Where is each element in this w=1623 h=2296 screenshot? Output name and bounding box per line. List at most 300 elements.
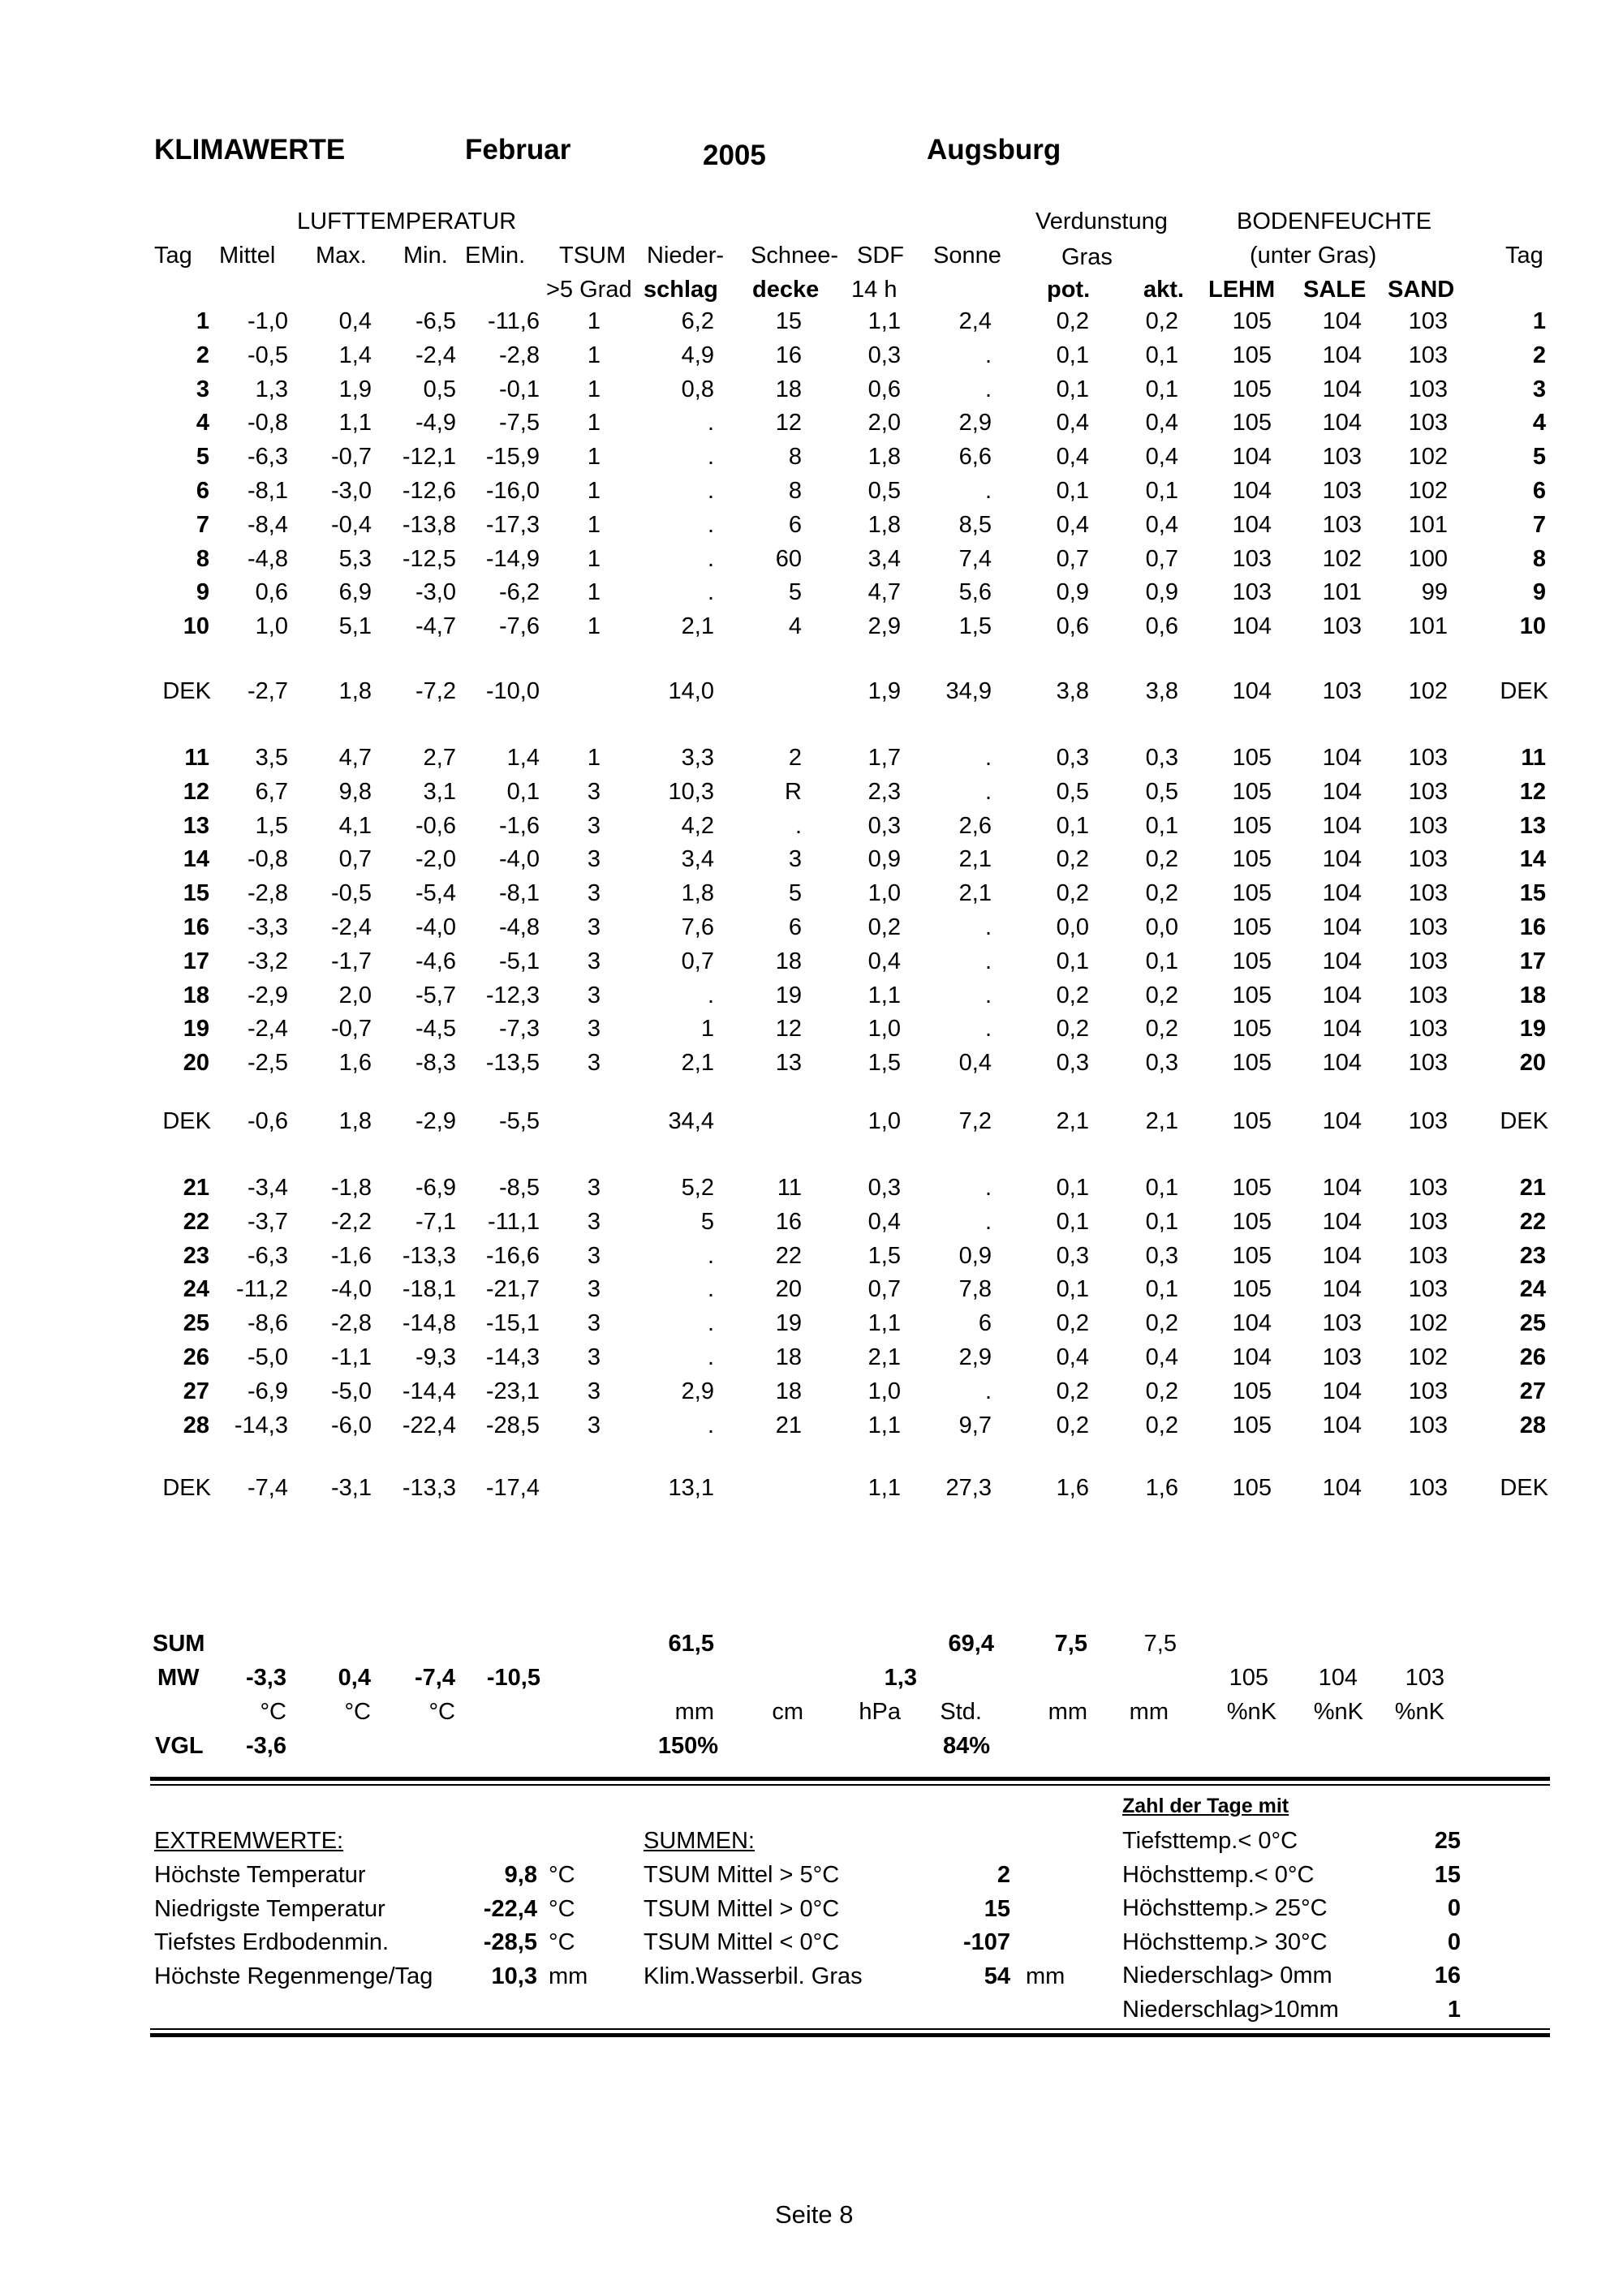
cell-schnee: 5 — [788, 579, 802, 606]
cell-schnee: 16 — [775, 342, 802, 368]
header-lufttemperatur: LUFTTEMPERATUR — [297, 209, 517, 234]
sum-nieder: 61,5 — [668, 1631, 714, 1657]
cell-tsum: 1 — [587, 376, 601, 402]
cell-sand: 103 — [1408, 1208, 1448, 1235]
unit-min: °C — [428, 1699, 455, 1725]
cell-nieder: 5,2 — [681, 1175, 714, 1201]
cell-pot: 0,1 — [1056, 478, 1089, 504]
cell-sonne: 0,9 — [958, 1242, 992, 1269]
extremwerte-heading: EXTREMWERTE: — [154, 1828, 344, 1854]
cell-sdf: 1,8 — [867, 444, 901, 471]
cell-tag-right: 19 — [1519, 1016, 1546, 1043]
cell-min: -18,1 — [402, 1276, 456, 1303]
header-sonne: Sonne — [933, 243, 1001, 269]
cell-tag: 20 — [183, 1050, 209, 1077]
cell-sale: 101 — [1322, 579, 1362, 606]
cell-sonne: . — [984, 1208, 992, 1235]
cell-sale: 104 — [1322, 1412, 1362, 1438]
extremwert-label: Niedrigste Temperatur — [154, 1895, 385, 1922]
cell-nieder: . — [707, 982, 714, 1008]
cell-pot: 1,6 — [1056, 1475, 1089, 1501]
cell-max: 1,4 — [338, 342, 372, 368]
table-row — [0, 1209, 1623, 1241]
cell-tag: 12 — [183, 778, 209, 805]
cell-tag-right: 23 — [1519, 1242, 1546, 1269]
cell-sale: 104 — [1322, 1378, 1362, 1404]
cell-sdf: 0,3 — [867, 1175, 901, 1201]
cell-min: -4,5 — [415, 1016, 456, 1043]
cell-emin: -15,1 — [485, 1310, 540, 1337]
cell-sand: 102 — [1408, 1310, 1448, 1337]
cell-lehm: 103 — [1232, 545, 1272, 572]
cell-lehm: 105 — [1232, 880, 1272, 907]
dekade-row — [0, 1108, 1623, 1141]
table-row — [0, 342, 1623, 375]
cell-pot: 0,4 — [1056, 511, 1089, 538]
unit-sale: %nK — [1313, 1699, 1363, 1725]
cell-max: -6,0 — [331, 1412, 372, 1438]
cell-akt: 0,1 — [1145, 478, 1178, 504]
cell-sonne: 7,2 — [958, 1108, 992, 1134]
cell-pot: 3,8 — [1056, 678, 1089, 704]
header-schnee: Schnee- — [751, 243, 839, 269]
cell-sonne: . — [984, 376, 992, 402]
header-tag-right: Tag — [1505, 243, 1543, 269]
summe-unit: mm — [1026, 1963, 1065, 1989]
cell-nieder: 3,3 — [681, 745, 714, 771]
cell-sonne: . — [984, 1378, 992, 1404]
cell-sdf: 0,4 — [867, 948, 901, 974]
cell-tag: 25 — [183, 1310, 209, 1337]
cell-max: -2,2 — [331, 1208, 372, 1235]
cell-lehm: 105 — [1232, 1412, 1272, 1438]
sum-sonne: 69,4 — [948, 1631, 994, 1657]
cell-nieder: 7,6 — [681, 914, 714, 940]
summe-value: 15 — [984, 1895, 1010, 1922]
cell-tag: DEK — [162, 1475, 211, 1501]
cell-sdf: 1,0 — [867, 1016, 901, 1043]
mw-max: 0,4 — [338, 1665, 371, 1691]
cell-sdf: 0,7 — [867, 1276, 901, 1303]
divider-bottom-thin — [150, 2028, 1550, 2030]
cell-sdf: 1,5 — [867, 1242, 901, 1269]
cell-tsum: 1 — [587, 308, 601, 334]
cell-mittel: -3,3 — [248, 914, 288, 940]
cell-schnee: 6 — [788, 914, 802, 940]
cell-akt: 0,3 — [1145, 745, 1178, 771]
cell-lehm: 105 — [1232, 745, 1272, 771]
cell-nieder: . — [707, 410, 714, 436]
cell-nieder: 1,8 — [681, 880, 714, 907]
cell-sonne: 0,4 — [958, 1050, 992, 1077]
tage-label: Niederschlag> 0mm — [1122, 1963, 1332, 1989]
cell-sonne: 2,1 — [958, 846, 992, 873]
cell-lehm: 105 — [1232, 376, 1272, 402]
cell-tsum: 1 — [587, 511, 601, 538]
cell-tag: 22 — [183, 1208, 209, 1235]
cell-sale: 103 — [1322, 478, 1362, 504]
cell-schnee: 12 — [775, 410, 802, 436]
cell-sand: 103 — [1408, 914, 1448, 940]
cell-sale: 104 — [1322, 914, 1362, 940]
cell-tag: 6 — [196, 478, 209, 504]
cell-max: -0,5 — [331, 880, 372, 907]
cell-emin: -16,6 — [485, 1242, 540, 1269]
cell-tag-right: 18 — [1519, 982, 1546, 1008]
cell-lehm: 105 — [1232, 982, 1272, 1008]
cell-schnee: 18 — [775, 376, 802, 402]
cell-schnee: 19 — [775, 982, 802, 1008]
cell-lehm: 104 — [1232, 511, 1272, 538]
cell-mittel: -1,0 — [248, 308, 288, 334]
table-row — [0, 1378, 1623, 1411]
cell-pot: 0,3 — [1056, 745, 1089, 771]
cell-tag-right: DEK — [1500, 1108, 1548, 1134]
table-row — [0, 846, 1623, 879]
cell-nieder: 2,1 — [681, 1050, 714, 1077]
cell-tag-right: 20 — [1519, 1050, 1546, 1077]
cell-pot: 0,2 — [1056, 982, 1089, 1008]
cell-tsum: 1 — [587, 579, 601, 606]
summe-label: TSUM Mittel < 0°C — [644, 1929, 840, 1955]
cell-emin: 1,4 — [506, 745, 540, 771]
cell-tsum: 3 — [587, 778, 601, 805]
cell-pot: 0,2 — [1056, 308, 1089, 334]
cell-emin: -4,8 — [499, 914, 540, 940]
vgl-nieder: 150% — [657, 1733, 718, 1759]
vgl-mittel: -3,6 — [246, 1733, 286, 1759]
cell-sale: 104 — [1322, 342, 1362, 368]
cell-sonne: 2,1 — [958, 880, 992, 907]
cell-sand: 103 — [1408, 880, 1448, 907]
cell-tsum: 1 — [587, 478, 601, 504]
cell-schnee: 19 — [775, 1310, 802, 1337]
cell-mittel: -3,2 — [248, 948, 288, 974]
cell-emin: -7,3 — [499, 1016, 540, 1043]
cell-mittel: -0,5 — [248, 342, 288, 368]
table-row — [0, 1276, 1623, 1309]
cell-sand: 100 — [1408, 545, 1448, 572]
cell-sonne: . — [984, 342, 992, 368]
cell-pot: 0,5 — [1056, 778, 1089, 805]
cell-max: 5,3 — [338, 545, 372, 572]
table-row — [0, 1412, 1623, 1445]
cell-pot: 0,2 — [1056, 880, 1089, 907]
cell-emin: -8,5 — [499, 1175, 540, 1201]
cell-sonne: 2,9 — [958, 410, 992, 436]
cell-sdf: 0,4 — [867, 1208, 901, 1235]
cell-pot: 0,4 — [1056, 1344, 1089, 1370]
cell-nieder: 10,3 — [668, 778, 714, 805]
cell-emin: -0,1 — [499, 376, 540, 402]
cell-min: -13,8 — [402, 511, 456, 538]
cell-tsum: 3 — [587, 982, 601, 1008]
cell-mittel: 0,6 — [255, 579, 288, 606]
cell-mittel: -6,3 — [248, 444, 288, 471]
cell-sale: 104 — [1322, 376, 1362, 402]
cell-tag: 18 — [183, 982, 209, 1008]
cell-sdf: 2,1 — [867, 1344, 901, 1370]
header-gras: Gras — [1061, 244, 1113, 270]
cell-max: -1,1 — [331, 1344, 372, 1370]
cell-sdf: 1,7 — [867, 745, 901, 771]
extremwert-unit: mm — [549, 1963, 588, 1989]
cell-mittel: -8,1 — [248, 478, 288, 504]
cell-lehm: 105 — [1232, 410, 1272, 436]
cell-nieder: . — [707, 1412, 714, 1438]
cell-tsum: 3 — [587, 1050, 601, 1077]
cell-tag-right: DEK — [1500, 678, 1548, 704]
cell-sale: 104 — [1322, 745, 1362, 771]
cell-min: -2,4 — [415, 342, 456, 368]
cell-mittel: 1,0 — [255, 613, 288, 640]
unit-sdf: hPa — [859, 1699, 901, 1725]
cell-lehm: 105 — [1232, 308, 1272, 334]
cell-tsum: 1 — [587, 410, 601, 436]
cell-akt: 0,2 — [1145, 846, 1178, 873]
cell-tsum: 3 — [587, 1378, 601, 1404]
cell-mittel: -2,8 — [248, 880, 288, 907]
cell-emin: -11,6 — [488, 308, 540, 334]
table-row — [0, 1016, 1623, 1048]
cell-sand: 103 — [1408, 1378, 1448, 1404]
summe-label: TSUM Mittel > 0°C — [644, 1895, 840, 1922]
cell-mittel: -8,4 — [248, 511, 288, 538]
cell-min: -7,2 — [415, 678, 456, 704]
cell-akt: 0,2 — [1145, 880, 1178, 907]
cell-sdf: 2,0 — [867, 410, 901, 436]
table-row — [0, 948, 1623, 981]
cell-sand: 103 — [1408, 410, 1448, 436]
cell-max: 9,8 — [338, 778, 372, 805]
cell-sand: 103 — [1408, 745, 1448, 771]
cell-tag-right: 22 — [1519, 1208, 1546, 1235]
cell-pot: 0,2 — [1056, 846, 1089, 873]
cell-sonne: 2,6 — [958, 812, 992, 839]
cell-sale: 104 — [1322, 1050, 1362, 1077]
cell-akt: 0,1 — [1145, 1175, 1178, 1201]
cell-sand: 103 — [1408, 1108, 1448, 1134]
cell-sand: 103 — [1408, 778, 1448, 805]
mw-label: MW — [157, 1665, 200, 1691]
summe-value: 2 — [997, 1862, 1010, 1888]
cell-akt: 0,1 — [1145, 1276, 1178, 1303]
cell-max: -2,4 — [331, 914, 372, 940]
cell-tag-right: 5 — [1532, 444, 1546, 471]
cell-tsum: 3 — [587, 948, 601, 974]
unit-mittel: °C — [260, 1699, 286, 1725]
cell-sale: 104 — [1322, 1108, 1362, 1134]
cell-sdf: 1,9 — [867, 678, 901, 704]
cell-akt: 0,2 — [1145, 1016, 1178, 1043]
cell-mittel: -6,9 — [248, 1378, 288, 1404]
cell-max: 4,7 — [338, 745, 372, 771]
cell-nieder: . — [707, 1310, 714, 1337]
header-verdunstung: Verdunstung — [1035, 209, 1168, 234]
cell-sonne: 6,6 — [958, 444, 992, 471]
tage-value: 1 — [1447, 1996, 1461, 2023]
cell-max: 1,9 — [338, 376, 372, 402]
cell-sdf: 4,7 — [867, 579, 901, 606]
unit-nieder: mm — [674, 1699, 714, 1725]
cell-sale: 104 — [1322, 982, 1362, 1008]
cell-sale: 102 — [1322, 545, 1362, 572]
cell-tsum: 3 — [587, 1310, 601, 1337]
cell-min: -4,7 — [415, 613, 456, 640]
cell-schnee: 8 — [788, 444, 802, 471]
unit-schnee: cm — [772, 1699, 803, 1725]
cell-tag-right: 28 — [1519, 1412, 1546, 1438]
cell-sdf: 2,9 — [867, 613, 901, 640]
cell-nieder: 13,1 — [668, 1475, 714, 1501]
mw-lehm: 105 — [1229, 1665, 1268, 1691]
cell-pot: 0,1 — [1056, 1175, 1089, 1201]
table-row — [0, 478, 1623, 510]
cell-max: 6,9 — [338, 579, 372, 606]
cell-sale: 104 — [1322, 410, 1362, 436]
cell-tag: 17 — [183, 948, 209, 974]
cell-sale: 103 — [1322, 613, 1362, 640]
cell-lehm: 103 — [1232, 579, 1272, 606]
cell-max: -1,6 — [331, 1242, 372, 1269]
tage-label: Tiefsttemp.< 0°C — [1122, 1828, 1298, 1854]
cell-akt: 0,2 — [1145, 1378, 1178, 1404]
cell-sale: 104 — [1322, 1276, 1362, 1303]
cell-lehm: 105 — [1232, 1208, 1272, 1235]
cell-min: -9,3 — [415, 1344, 456, 1370]
cell-akt: 0,2 — [1145, 308, 1178, 334]
table-row — [0, 546, 1623, 578]
cell-sand: 103 — [1408, 1016, 1448, 1043]
extremwert-value: -28,5 — [483, 1929, 537, 1955]
unit-akt: mm — [1129, 1699, 1169, 1725]
cell-sand: 103 — [1408, 812, 1448, 839]
cell-tsum: 3 — [587, 1208, 601, 1235]
cell-max: 4,1 — [338, 812, 372, 839]
cell-sonne: 7,4 — [958, 545, 992, 572]
cell-pot: 0,1 — [1056, 342, 1089, 368]
cell-min: -5,7 — [415, 982, 456, 1008]
unit-sonne: Std. — [940, 1699, 982, 1725]
cell-pot: 0,3 — [1056, 1050, 1089, 1077]
cell-tag-right: 26 — [1519, 1344, 1546, 1370]
cell-tag: 13 — [183, 812, 209, 839]
header-lehm: LEHM — [1208, 277, 1276, 303]
cell-pot: 0,7 — [1056, 545, 1089, 572]
cell-nieder: 4,9 — [681, 342, 714, 368]
cell-nieder: . — [707, 444, 714, 471]
cell-nieder: 2,1 — [681, 613, 714, 640]
cell-sonne: . — [984, 1016, 992, 1043]
vgl-sonne: 84% — [942, 1733, 990, 1759]
cell-lehm: 105 — [1232, 948, 1272, 974]
cell-pot: 0,2 — [1056, 1412, 1089, 1438]
cell-akt: 0,3 — [1145, 1050, 1178, 1077]
cell-min: 3,1 — [423, 778, 456, 805]
header-max: Max. — [316, 243, 367, 269]
cell-min: -4,0 — [415, 914, 456, 940]
cell-sonne: 6 — [978, 1310, 992, 1337]
cell-pot: 0,3 — [1056, 1242, 1089, 1269]
table-row — [0, 1243, 1623, 1275]
cell-sand: 103 — [1408, 948, 1448, 974]
cell-sonne: 34,9 — [945, 678, 992, 704]
tage-label: Höchsttemp.> 25°C — [1122, 1895, 1328, 1921]
cell-min: -12,1 — [402, 444, 456, 471]
cell-emin: -1,6 — [499, 812, 540, 839]
cell-mittel: -0,8 — [248, 846, 288, 873]
cell-min: -3,0 — [415, 579, 456, 606]
cell-min: -7,1 — [415, 1208, 456, 1235]
cell-max: -5,0 — [331, 1378, 372, 1404]
sum-pot: 7,5 — [1054, 1631, 1087, 1657]
cell-pot: 0,0 — [1056, 914, 1089, 940]
cell-nieder: . — [707, 1276, 714, 1303]
cell-emin: -23,1 — [485, 1378, 540, 1404]
header-akt: akt. — [1143, 277, 1184, 303]
cell-sand: 102 — [1408, 444, 1448, 471]
cell-schnee: 13 — [775, 1050, 802, 1077]
extremwert-unit: °C — [549, 1895, 575, 1922]
cell-sand: 101 — [1408, 511, 1448, 538]
cell-lehm: 105 — [1232, 1276, 1272, 1303]
cell-sale: 103 — [1322, 1310, 1362, 1337]
cell-lehm: 105 — [1232, 812, 1272, 839]
cell-tsum: 3 — [587, 914, 601, 940]
cell-sand: 103 — [1408, 342, 1448, 368]
table-row — [0, 613, 1623, 646]
cell-schnee: 18 — [775, 948, 802, 974]
cell-mittel: -2,5 — [248, 1050, 288, 1077]
header-emin: EMin. — [465, 243, 526, 269]
cell-emin: -6,2 — [499, 579, 540, 606]
cell-mittel: -2,7 — [248, 678, 288, 704]
tage-label: Höchsttemp.< 0°C — [1122, 1861, 1315, 1888]
cell-schnee: 60 — [775, 545, 802, 572]
mw-min: -7,4 — [415, 1665, 455, 1691]
extremwert-value: 10,3 — [491, 1963, 537, 1989]
cell-akt: 0,4 — [1145, 410, 1178, 436]
cell-tag-right: 2 — [1532, 342, 1546, 368]
cell-lehm: 105 — [1232, 1050, 1272, 1077]
cell-sale: 104 — [1322, 1016, 1362, 1043]
cell-sale: 104 — [1322, 812, 1362, 839]
cell-sonne: 5,6 — [958, 579, 992, 606]
cell-akt: 0,1 — [1145, 812, 1178, 839]
cell-sonne: . — [984, 745, 992, 771]
cell-min: -14,4 — [402, 1378, 456, 1404]
cell-tag: 26 — [183, 1344, 209, 1370]
cell-tag-right: 7 — [1532, 511, 1546, 538]
header-schnee-sub: decke — [752, 277, 820, 303]
cell-schnee: 4 — [788, 613, 802, 640]
cell-sale: 103 — [1322, 444, 1362, 471]
cell-akt: 0,9 — [1145, 579, 1178, 606]
cell-lehm: 104 — [1232, 1310, 1272, 1337]
cell-sand: 103 — [1408, 308, 1448, 334]
cell-nieder: 3,4 — [681, 846, 714, 873]
cell-max: -0,7 — [331, 1016, 372, 1043]
cell-max: 0,4 — [338, 308, 372, 334]
cell-emin: -7,5 — [499, 410, 540, 436]
cell-lehm: 105 — [1232, 1108, 1272, 1134]
cell-sonne: . — [984, 478, 992, 504]
cell-tsum: 1 — [587, 613, 601, 640]
cell-schnee: 20 — [775, 1276, 802, 1303]
cell-max: 5,1 — [338, 613, 372, 640]
cell-akt: 0,2 — [1145, 1412, 1178, 1438]
cell-akt: 0,1 — [1145, 342, 1178, 368]
